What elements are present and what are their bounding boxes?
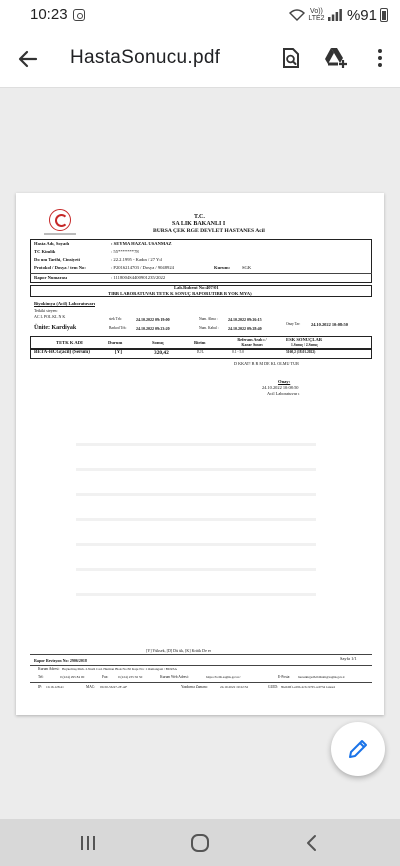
patient-protocol-label: Protokol / Dosya / tem No: <box>34 265 86 270</box>
patient-tc-label: TC Kimlik <box>34 249 56 254</box>
footer-bottom-rule <box>30 682 372 683</box>
footer-top-rule <box>30 654 372 655</box>
istek-label: stek Trh: <box>109 317 122 321</box>
status-time: 10:23 <box>30 6 68 23</box>
watermark-line <box>76 468 316 471</box>
barkod-value: 24.10.2022 09:23:20 <box>136 326 170 331</box>
row-previous: 5160,2 (18.01.2022) <box>286 350 316 354</box>
tel-label: Tel: <box>38 675 44 679</box>
mac-value: 00-50-56-97-2F-AF <box>100 685 128 689</box>
find-in-document-button[interactable] <box>277 44 305 72</box>
watermark-line <box>76 593 316 596</box>
col-reference: Referans Aralı ı / Karar Sınırı <box>237 337 267 347</box>
patient-dob-label: Do um Tarihi, Cinsiyeti <box>34 257 80 262</box>
row-reference: 0.1 - 5.0 <box>232 350 244 354</box>
status-bar <box>0 0 400 30</box>
row-note: D KKAT! B R M DE KL OLMU TUR <box>234 361 299 366</box>
report-number-value: : 1118004S4400901235/2022 <box>111 275 166 280</box>
lab-title: TIBB LABORATUVAR TETK K SONUÇ RAPORUTIBB B YOK MYA) <box>108 291 252 296</box>
watermark-line <box>76 518 316 521</box>
barkod-label: Barkod Trh: <box>109 326 127 330</box>
ministry-logo <box>49 209 71 231</box>
row-test-name: BETA-HCG(acil) (Serum) <box>34 350 90 355</box>
watermark-line <box>76 568 316 571</box>
watermark-line <box>76 493 316 496</box>
status-indicators <box>289 6 388 24</box>
footer-revision: Rapor Revizyon No: 2906/2018 <box>34 658 87 663</box>
kabul-value: 24.10.2022 09:28:40 <box>228 326 262 331</box>
patient-name-value: : SEYMA HAZAL USANMAZ <box>111 241 172 246</box>
back-button[interactable] <box>14 45 42 73</box>
add-to-drive-button[interactable] <box>322 44 350 72</box>
more-vert-icon <box>377 48 383 68</box>
more-options-button[interactable] <box>366 44 394 72</box>
col-unit: Birim <box>194 340 206 345</box>
sample-line-1: Tetkiki steyen: <box>34 308 58 313</box>
document-title: HastaSonucu.pdf <box>70 47 221 68</box>
footer-legend: [Y] Yüksek, [D] Dü ük, [K] Kritik De er <box>146 648 211 653</box>
recent-apps-button[interactable] <box>76 831 100 855</box>
app-bar <box>0 30 400 88</box>
print-value: 24.10.2022 19:22:52 <box>220 685 249 689</box>
patient-kurum-label: Kurum: <box>214 265 231 270</box>
address-value: Heykeltraş Mah. 2.Nazli Cad. Harman Blok No:30 Kapı No: 1 Osmangazi / BURSA <box>62 667 177 671</box>
logo-caption <box>44 233 76 235</box>
col-result: Sonuç <box>152 340 165 345</box>
col-previous: ESK SONUÇLAR <box>286 337 323 342</box>
onay-label: Onay Tar: <box>286 322 301 326</box>
lab-report-no: Lab.Rubent No:407/01 <box>174 285 219 290</box>
istek-value: 24.10.2022 09:19:00 <box>136 317 170 322</box>
patient-info-box <box>30 239 372 283</box>
fax-label: Fax: <box>102 675 109 679</box>
patient-dob-value: : 22.2.1995 - Kadın / 27 Yıl <box>111 257 162 262</box>
pdf-page <box>16 193 384 715</box>
kabul-label: Num. Kabul : <box>199 326 219 330</box>
report-number-label: Rapor Numarası <box>34 275 67 280</box>
edit-fab-button[interactable] <box>331 722 385 776</box>
system-back-button[interactable] <box>300 831 324 855</box>
lab-section: Biyokimya (Acil) Laboratuvarı <box>34 301 95 306</box>
row-unit: IU/L <box>197 350 204 354</box>
numune-label: Num. Alma : <box>199 317 218 321</box>
battery-icon <box>380 8 388 22</box>
approval-lab: Acil Laboratuvar ı <box>267 391 300 396</box>
home-icon <box>190 833 210 853</box>
patient-tc-value: : 55*******78 <box>111 249 139 254</box>
watermark-line <box>76 543 316 546</box>
footer-page: Sayfa 1/1 <box>340 656 357 661</box>
col-previous-sub: 1.Sonuç / 2.Sonuç <box>291 343 318 347</box>
lte-indicator: Vo)) LTE2 <box>308 8 325 22</box>
mail-value: bursaikirgedh.lbilisim@saglik.gov.tr <box>298 675 345 679</box>
col-test-name: TETK K ADI <box>56 340 83 345</box>
back-arrow-icon <box>14 45 42 73</box>
row-result: 320,42 <box>154 350 169 356</box>
approval-date: 24.10.2022 10:08:50 <box>262 385 299 390</box>
patient-box-divider <box>30 273 372 274</box>
footer-rule <box>30 665 372 666</box>
guid-value: 8be0d0f1-e29b-4c3c-9765-ce0734 1a4ee4 <box>281 685 335 689</box>
home-button[interactable] <box>188 831 212 855</box>
chevron-left-icon <box>305 834 319 852</box>
guid-label: GUID: <box>268 685 278 689</box>
recent-apps-icon <box>79 835 97 851</box>
print-label: Yazdırma Zamanı: <box>181 685 208 689</box>
web-value: https://bcdh.saglik.gov.tr/ <box>206 675 241 679</box>
patient-protocol-value: : P2016214703 / Dosya / 9048924 <box>111 265 174 270</box>
lab-unit: Ünite: Kardiyak <box>34 325 77 331</box>
doc-header-tc: T.C. <box>194 214 205 220</box>
row-status: [Y] <box>115 350 122 355</box>
battery-percent: %91 <box>346 6 377 24</box>
patient-kurum-value: SGK <box>242 265 252 270</box>
mac-label: MAC: <box>86 685 96 689</box>
signal-icon <box>328 9 342 21</box>
col-status: Durum <box>108 340 123 345</box>
doc-header-ministry: SA LIK BAKANLI I <box>172 221 226 227</box>
search-in-document-icon <box>280 47 302 69</box>
approval-label: Onay: <box>278 379 291 384</box>
ip-label: IP: <box>38 685 43 689</box>
web-label: Kurum Web Adresi: <box>160 675 189 679</box>
watermark-line <box>76 443 316 446</box>
pencil-icon <box>347 738 369 760</box>
address-label: Kurum Adresi: <box>38 667 60 671</box>
sample-line-2: AC L POL KL N K <box>34 314 66 319</box>
add-to-drive-icon <box>323 46 349 70</box>
patient-name-label: Hasta Adı, Soyadı <box>34 241 70 246</box>
numune-value: 24.10.2022 09:26:15 <box>228 317 262 322</box>
tel-value: 0 (224) 295 84 00 <box>60 675 85 679</box>
fax-value: 0 (224) 235 56 50 <box>118 675 143 679</box>
doc-header-hospital: BURSA ÇEK RGE DEVLET HASTANES Acil <box>153 228 265 234</box>
instagram-notification-icon <box>73 9 85 21</box>
onay-value: 24.10.2022 10:08:50 <box>311 322 348 327</box>
system-nav-bar <box>0 819 400 866</box>
wifi-icon <box>289 9 305 21</box>
ip-value: 10.16.128.41 <box>46 685 64 689</box>
mail-label: E-Posta: <box>278 675 291 679</box>
